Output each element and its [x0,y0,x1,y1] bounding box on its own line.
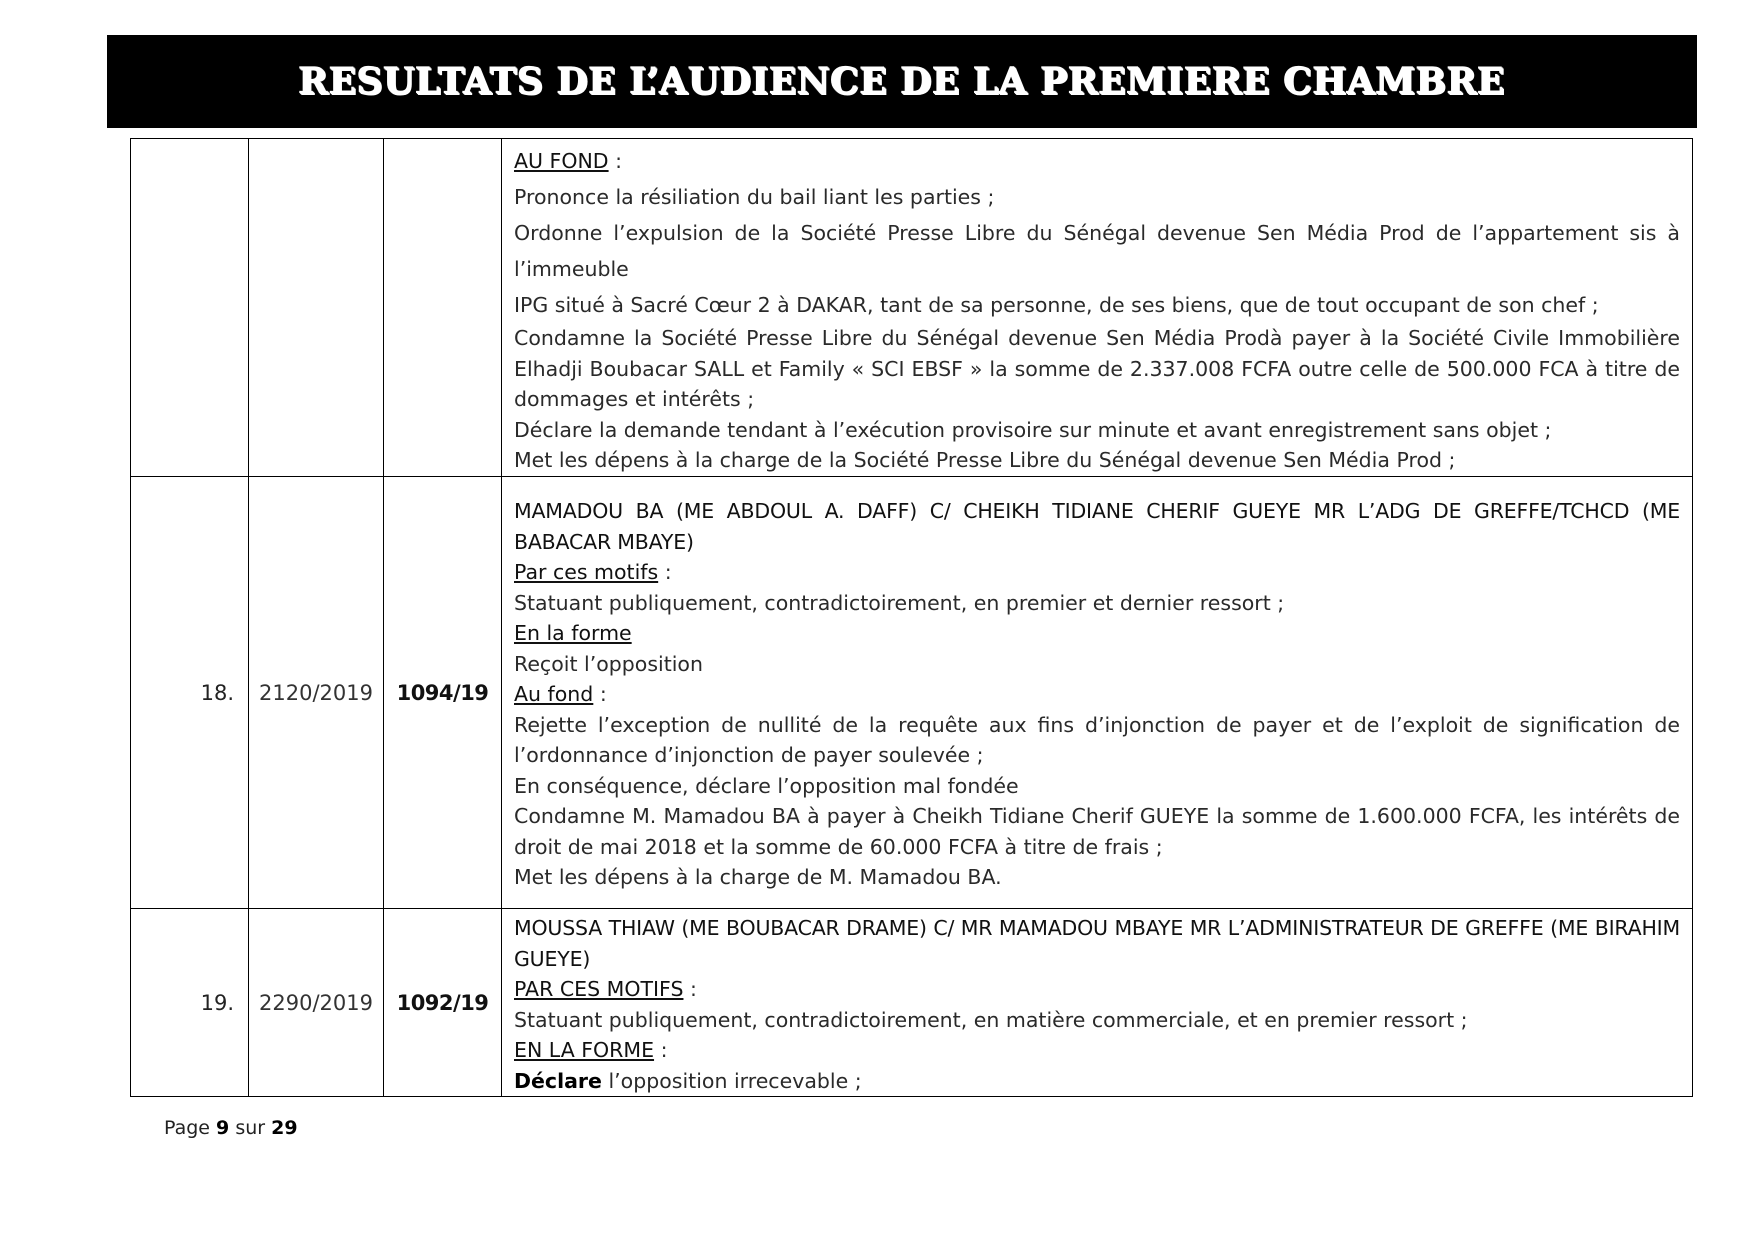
decision-line: Statuant publiquement, contradictoirement, en matière commerciale, et en premier ressort ; [514,1007,1468,1032]
section-heading: En la forme [514,621,632,646]
page-title: RESULTATS DE L’AUDIENCE DE LA PREMIERE CHAMBRE [298,60,1506,103]
case-parties: MOUSSA THIAW (ME BOUBACAR DRAME) C/ MR MAMADOU MBAYE MR L’ADMINISTRATEUR DE GREFFE (ME BIRAHIM GUEYE) [514,916,1680,971]
case-role-cell [249,139,384,477]
decision-line: Déclare la demande tendant à l’exécution provisoire sur minute et avant enregistrement sans objet ; [514,417,1552,442]
case-decision-cell: 1094/19 [384,477,502,909]
case-content-cell [502,909,1693,1097]
decision-line: Statuant publiquement, contradictoirement, en premier et dernier ressort ; [514,590,1285,615]
case-role-cell: 2290/2019 [249,909,384,1097]
table-row [131,139,1693,477]
case-content-cell [502,139,1693,477]
decision-line: Condamne la Société Presse Libre du Sénégal devenue Sen Média Prodà payer à la Société Civile Immobilière Elhadji Boubacar SALL et Family « SCI EBSF » la somme de 2.337.008 FCFA outre celle de 500.000 FCA à titre de dommages et intérêts ; [514,326,1680,412]
page-footer: Page 9 sur 29 [164,1117,298,1139]
case-role-cell: 2120/2019 [249,477,384,909]
table-row [131,909,1693,1097]
section-heading: AU FOND : [514,149,623,174]
section-heading: EN LA FORME : [514,1038,668,1062]
decision-line: En conséquence, déclare l’opposition mal fondée [514,773,1019,798]
decision-line: Ordonne l’expulsion de la Société Presse Libre du Sénégal devenue Sen Média Prod de l’appartement sis à l’immeuble [514,221,1680,282]
case-parties: MAMADOU BA (ME ABDOUL A. DAFF) C/ CHEIKH TIDIANE CHERIF GUEYE MR L’ADG DE GREFFE/TCHCD (ME BABACAR MBAYE) [514,499,1680,554]
decision-line: Met les dépens à la charge de M. Mamadou BA. [514,865,1002,890]
page-total: 29 [271,1117,298,1139]
case-number-cell [131,139,249,477]
case-decision-cell [384,139,502,477]
case-number-cell: 19. [131,909,249,1097]
decision-line: Condamne M. Mamadou BA à payer à Cheikh Tidiane Cherif GUEYE la somme de 1.600.000 FCFA, les intérêts de droit de mai 2018 et la somme de 60.000 FCFA à titre de frais ; [514,804,1680,859]
case-number-cell: 18. [131,477,249,909]
results-table [130,138,1693,1097]
section-heading: Par ces motifs : [514,560,672,585]
table-row [131,477,1693,909]
decision-line: IPG situé à Sacré Cœur 2 à DAKAR, tant de sa personne, de ses biens, que de tout occupant de son chef ; [514,293,1599,318]
page-banner [107,35,1697,128]
decision-line: Déclare l’opposition irrecevable ; [514,1068,862,1093]
case-decision-cell: 1092/19 [384,909,502,1097]
decision-line: Reçoit l’opposition [514,651,703,676]
decision-line: Prononce la résiliation du bail liant les parties ; [514,185,995,210]
page-current: 9 [216,1117,230,1139]
decision-line: Rejette l’exception de nullité de la requête aux fins d’injonction de payer et de l’exploit de signification de l’ordonnance d’injonction de payer soulevée ; [514,712,1680,768]
section-heading: Au fond : [514,682,607,707]
case-content-cell [502,477,1693,909]
decision-line: Met les dépens à la charge de la Société Presse Libre du Sénégal devenue Sen Média Prod ; [514,448,1456,473]
section-heading: PAR CES MOTIFS : [514,977,697,1001]
